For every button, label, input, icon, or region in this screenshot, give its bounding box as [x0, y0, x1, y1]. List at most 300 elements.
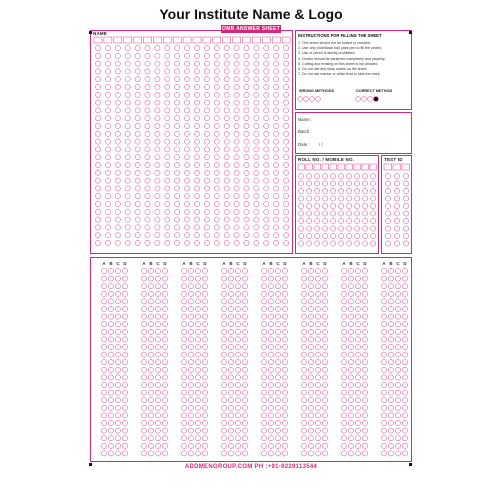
name-bubble — [185, 108, 190, 113]
answer-bubble — [362, 413, 367, 418]
answer-bubble — [115, 375, 120, 380]
answer-bubble — [228, 306, 233, 311]
answer-bubble — [322, 306, 327, 311]
answer-bubble — [268, 390, 273, 395]
answer-bubble — [348, 375, 353, 380]
answer-bubble — [188, 360, 193, 365]
name-bubble — [105, 116, 110, 121]
name-bubble — [254, 162, 259, 167]
roll-digit-cell — [346, 164, 353, 170]
roll-bubble — [339, 241, 344, 246]
answer-bubble — [221, 268, 226, 273]
answer-bubble — [322, 390, 327, 395]
answer-bubble — [308, 291, 313, 296]
answer-bubble — [141, 284, 146, 289]
answer-bubble — [395, 344, 400, 349]
answer-bubble — [388, 405, 393, 410]
test-bubble — [403, 241, 408, 246]
answer-bubble — [322, 337, 327, 342]
name-bubble — [95, 233, 100, 238]
roll-bubble — [363, 226, 368, 231]
roll-bubble — [339, 188, 344, 193]
answer-bubble — [141, 420, 146, 425]
answer-bubble — [188, 420, 193, 425]
answer-bubble — [381, 337, 386, 342]
option-header: B — [109, 261, 113, 266]
answer-bubble — [221, 314, 226, 319]
name-bubble — [185, 201, 190, 206]
answer-bubble — [381, 360, 386, 365]
wrong-method-bubble — [316, 97, 321, 102]
option-header: C — [356, 261, 360, 266]
name-bubble — [204, 186, 209, 191]
name-bubble — [224, 201, 229, 206]
answer-bubble — [122, 329, 127, 334]
roll-digit-cell — [354, 164, 361, 170]
answer-bubble — [155, 443, 160, 448]
answer-bubble — [348, 299, 353, 304]
name-bubble — [264, 162, 269, 167]
answer-bubble — [108, 382, 113, 387]
answer-bubble — [402, 284, 407, 289]
name-bubble — [264, 61, 269, 66]
answer-bubble — [322, 382, 327, 387]
name-bubble — [165, 131, 170, 136]
answer-bubble — [388, 367, 393, 372]
option-header: A — [302, 261, 306, 266]
answer-bubble — [315, 352, 320, 357]
answer-bubble — [202, 360, 207, 365]
name-bubble — [125, 53, 130, 58]
answer-bubble — [341, 451, 346, 456]
answer-bubble — [188, 337, 193, 342]
answer-bubble — [355, 337, 360, 342]
name-bubble — [194, 131, 199, 136]
name-bubble — [254, 116, 259, 121]
name-bubble — [244, 131, 249, 136]
answer-bubble — [402, 398, 407, 403]
roll-bubble — [315, 233, 320, 238]
answer-bubble — [141, 329, 146, 334]
answer-bubble — [308, 299, 313, 304]
answer-bubble — [261, 322, 266, 327]
option-header: C — [116, 261, 120, 266]
answer-bubble — [301, 268, 306, 273]
name-bubble — [125, 84, 130, 89]
roll-bubble — [363, 211, 368, 216]
answer-bubble — [402, 329, 407, 334]
answer-bubble — [202, 322, 207, 327]
answer-bubble — [355, 284, 360, 289]
answer-bubble — [322, 344, 327, 349]
name-bubble — [274, 116, 279, 121]
answer-bubble — [315, 329, 320, 334]
name-bubble — [165, 84, 170, 89]
roll-bubble — [315, 196, 320, 201]
answer-bubble — [115, 352, 120, 357]
roll-bubble — [339, 196, 344, 201]
name-bubble — [175, 45, 180, 50]
name-bubble — [194, 61, 199, 66]
answer-bubble — [362, 420, 367, 425]
name-bubble — [274, 92, 279, 97]
name-bubble — [274, 233, 279, 238]
answer-bubble — [101, 420, 106, 425]
name-bubble — [224, 170, 229, 175]
answer-bubble — [148, 428, 153, 433]
answer-bubble — [402, 443, 407, 448]
answer-bubble — [315, 398, 320, 403]
sheet-subtitle-badge: OMR ANSWER SHEET — [222, 26, 280, 32]
name-bubble — [244, 77, 249, 82]
option-header: D — [123, 261, 127, 266]
answer-bubble — [235, 329, 240, 334]
answer-bubble — [235, 436, 240, 441]
answer-bubble — [261, 314, 266, 319]
answer-bubble — [315, 443, 320, 448]
name-bubble — [145, 194, 150, 199]
answer-bubble — [235, 405, 240, 410]
name-bubble — [214, 123, 219, 128]
answer-bubble — [202, 413, 207, 418]
answer-bubble — [341, 436, 346, 441]
roll-bubble — [323, 218, 328, 223]
correct-method-label: CORRECT METHOD — [356, 89, 393, 93]
answer-bubble — [228, 344, 233, 349]
answer-bubble — [235, 314, 240, 319]
answer-bubble — [141, 367, 146, 372]
answer-bubble — [101, 451, 106, 456]
name-bubble — [155, 233, 160, 238]
answer-bubble — [101, 314, 106, 319]
name-bubble — [204, 123, 209, 128]
answer-bubble — [282, 299, 287, 304]
answer-bubble — [242, 337, 247, 342]
roll-bubble — [299, 181, 304, 186]
answer-bubble — [228, 337, 233, 342]
answer-bubble — [282, 382, 287, 387]
roll-bubble — [331, 203, 336, 208]
name-bubble — [224, 240, 229, 245]
answer-bubble — [308, 451, 313, 456]
answer-bubble — [122, 344, 127, 349]
name-letter-cell — [203, 37, 211, 43]
answer-bubble — [115, 360, 120, 365]
name-bubble — [105, 201, 110, 206]
answer-bubble — [282, 322, 287, 327]
answer-bubble — [341, 443, 346, 448]
roll-bubble — [363, 203, 368, 208]
name-bubble — [214, 45, 219, 50]
name-bubble — [284, 240, 289, 245]
answer-bubble — [362, 398, 367, 403]
answer-bubble — [195, 360, 200, 365]
answer-bubble — [122, 291, 127, 296]
answer-bubble — [381, 375, 386, 380]
name-bubble — [155, 45, 160, 50]
answer-bubble — [195, 291, 200, 296]
answer-bubble — [195, 375, 200, 380]
name-bubble — [105, 186, 110, 191]
name-bubble — [155, 139, 160, 144]
name-bubble — [165, 194, 170, 199]
name-bubble — [254, 69, 259, 74]
answer-bubble — [162, 322, 167, 327]
name-bubble — [284, 92, 289, 97]
name-bubble — [254, 201, 259, 206]
name-bubble — [224, 45, 229, 50]
name-bubble — [135, 100, 140, 105]
answer-bubble — [228, 329, 233, 334]
test-bubble — [385, 218, 390, 223]
name-bubble — [284, 194, 289, 199]
name-bubble — [165, 77, 170, 82]
name-bubble — [194, 240, 199, 245]
answer-bubble — [242, 420, 247, 425]
name-bubble — [244, 186, 249, 191]
name-bubble — [264, 147, 269, 152]
name-bubble — [244, 194, 249, 199]
name-bubble — [244, 209, 249, 214]
name-bubble — [105, 92, 110, 97]
answer-bubble — [348, 443, 353, 448]
name-bubble — [95, 194, 100, 199]
answer-bubble — [195, 322, 200, 327]
name-bubble — [175, 178, 180, 183]
answer-bubble — [162, 413, 167, 418]
answer-bubble — [261, 284, 266, 289]
answer-bubble — [235, 284, 240, 289]
name-bubble — [185, 61, 190, 66]
name-bubble — [95, 69, 100, 74]
answer-bubble — [362, 352, 367, 357]
answer-bubble — [101, 344, 106, 349]
answer-bubble — [202, 329, 207, 334]
name-bubble — [234, 233, 239, 238]
name-bubble — [244, 108, 249, 113]
test-bubble — [403, 203, 408, 208]
page-title: Your Institute Name & Logo — [159, 6, 343, 22]
roll-bubble — [323, 233, 328, 238]
name-grid-label: NAME — [93, 31, 108, 36]
answer-bubble — [228, 398, 233, 403]
answer-bubble — [355, 306, 360, 311]
name-bubble — [224, 194, 229, 199]
option-header: D — [363, 261, 367, 266]
answer-bubble — [381, 420, 386, 425]
answer-bubble — [108, 420, 113, 425]
answer-bubble — [282, 375, 287, 380]
name-bubble — [95, 53, 100, 58]
answer-bubble — [395, 329, 400, 334]
name-bubble — [135, 147, 140, 152]
name-bubble — [284, 170, 289, 175]
answer-bubble — [108, 284, 113, 289]
roll-digit-cell — [314, 164, 321, 170]
answer-bubble — [235, 413, 240, 418]
name-bubble — [105, 178, 110, 183]
answer-bubble — [101, 382, 106, 387]
roll-bubble — [347, 188, 352, 193]
name-bubble — [264, 84, 269, 89]
name-bubble — [224, 147, 229, 152]
roll-bubble — [371, 218, 376, 223]
name-bubble — [244, 225, 249, 230]
name-bubble — [155, 131, 160, 136]
answer-bubble — [402, 314, 407, 319]
answer-bubble — [402, 436, 407, 441]
name-bubble — [165, 61, 170, 66]
answer-bubble — [395, 314, 400, 319]
name-bubble — [254, 45, 259, 50]
answer-bubble — [388, 284, 393, 289]
name-bubble — [204, 77, 209, 82]
name-bubble — [234, 201, 239, 206]
answer-bubble — [101, 268, 106, 273]
answer-bubble — [355, 436, 360, 441]
test-bubble — [403, 181, 408, 186]
name-bubble — [244, 217, 249, 222]
answer-bubble — [315, 314, 320, 319]
option-header: B — [349, 261, 353, 266]
name-bubble — [224, 162, 229, 167]
answer-bubble — [155, 291, 160, 296]
answer-bubble — [355, 314, 360, 319]
roll-bubble — [355, 226, 360, 231]
roll-bubble — [371, 188, 376, 193]
answer-bubble — [202, 420, 207, 425]
name-bubble — [224, 178, 229, 183]
answer-bubble — [181, 329, 186, 334]
roll-digit-cell — [338, 164, 345, 170]
name-bubble — [165, 53, 170, 58]
answer-bubble — [228, 436, 233, 441]
name-bubble — [254, 147, 259, 152]
roll-bubble — [331, 196, 336, 201]
answer-bubble — [355, 352, 360, 357]
name-bubble — [254, 209, 259, 214]
answer-bubble — [322, 367, 327, 372]
answer-bubble — [355, 398, 360, 403]
test-id-label: TEST ID — [384, 157, 403, 162]
name-bubble — [155, 201, 160, 206]
answer-bubble — [162, 299, 167, 304]
name-bubble — [264, 100, 269, 105]
answer-bubble — [308, 284, 313, 289]
name-bubble — [204, 194, 209, 199]
name-bubble — [115, 116, 120, 121]
answer-bubble — [395, 352, 400, 357]
name-bubble — [135, 116, 140, 121]
answer-bubble — [341, 284, 346, 289]
name-bubble — [244, 147, 249, 152]
answer-bubble — [348, 367, 353, 372]
answer-bubble — [181, 352, 186, 357]
answer-bubble — [268, 375, 273, 380]
answer-bubble — [268, 276, 273, 281]
alignment-mark — [89, 463, 92, 466]
name-bubble — [214, 201, 219, 206]
name-bubble — [264, 201, 269, 206]
answer-bubble — [101, 352, 106, 357]
answer-bubble — [202, 443, 207, 448]
answer-bubble — [315, 360, 320, 365]
name-bubble — [115, 61, 120, 66]
name-bubble — [115, 201, 120, 206]
name-bubble — [194, 147, 199, 152]
name-bubble — [194, 53, 199, 58]
test-bubble — [403, 233, 408, 238]
answer-bubble — [395, 436, 400, 441]
roll-bubble — [371, 181, 376, 186]
answer-bubble — [315, 390, 320, 395]
answer-bubble — [355, 413, 360, 418]
answer-bubble — [268, 344, 273, 349]
answer-bubble — [148, 276, 153, 281]
name-bubble — [105, 61, 110, 66]
answer-bubble — [261, 276, 266, 281]
name-bubble — [204, 225, 209, 230]
name-bubble — [165, 69, 170, 74]
name-bubble — [105, 139, 110, 144]
answer-bubble — [202, 405, 207, 410]
answer-bubble — [235, 344, 240, 349]
name-bubble — [175, 123, 180, 128]
answer-bubble — [348, 405, 353, 410]
name-bubble — [254, 77, 259, 82]
answer-bubble — [362, 443, 367, 448]
bubble-layer — [88, 3, 414, 474]
name-bubble — [115, 233, 120, 238]
name-bubble — [194, 84, 199, 89]
answer-bubble — [202, 451, 207, 456]
answer-bubble — [315, 382, 320, 387]
name-bubble — [95, 108, 100, 113]
answer-bubble — [101, 306, 106, 311]
name-bubble — [224, 69, 229, 74]
answer-bubble — [115, 382, 120, 387]
answer-bubble — [341, 276, 346, 281]
answer-bubble — [148, 291, 153, 296]
answer-bubble — [195, 276, 200, 281]
name-bubble — [165, 225, 170, 230]
name-bubble — [244, 139, 249, 144]
answer-bubble — [261, 398, 266, 403]
answer-bubble — [155, 375, 160, 380]
answer-bubble — [315, 299, 320, 304]
name-bubble — [264, 123, 269, 128]
answer-bubble — [388, 299, 393, 304]
name-bubble — [204, 217, 209, 222]
answer-bubble — [282, 329, 287, 334]
name-bubble — [284, 147, 289, 152]
answer-bubble — [162, 352, 167, 357]
name-bubble — [145, 45, 150, 50]
answer-bubble — [108, 360, 113, 365]
answer-bubble — [355, 420, 360, 425]
name-bubble — [284, 201, 289, 206]
answer-bubble — [221, 322, 226, 327]
answer-bubble — [235, 428, 240, 433]
test-bubble — [403, 226, 408, 231]
answer-bubble — [108, 367, 113, 372]
answer-bubble — [115, 329, 120, 334]
answer-bubble — [115, 337, 120, 342]
answer-bubble — [155, 390, 160, 395]
name-bubble — [175, 147, 180, 152]
name-bubble — [115, 162, 120, 167]
name-bubble — [135, 69, 140, 74]
